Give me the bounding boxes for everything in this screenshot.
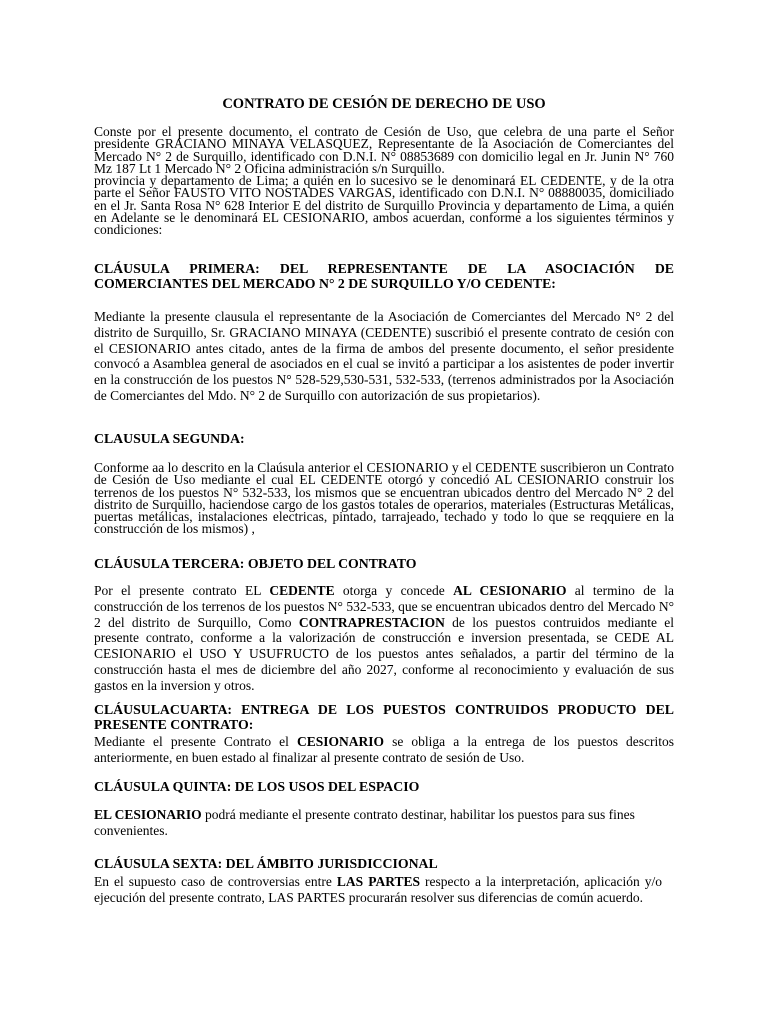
clause-3-body — [94, 583, 674, 694]
clause-3-text: de los puestos contruidos mediante el presente contrato, conforme a la valorización de construcción e inversion presentada, se CEDE AL CESIONARIO el USO Y USUFRUCTO de los puestos antes señalados, a partir del término de la construcción hasta el mes de diciembre del año 2027, conforme al reconocimiento y evaluación de sus gastos en la inversion y otros. — [94, 614, 674, 693]
intro-paragraph-1: Conste por el presente documento, el contrato de Cesión de Uso, que celebra de una parte el Señor presidente GRACIANO MINAYA VELASQUEZ, Representante de la Asociación de Comerciantes del Mercado N° 2 de Surquillo, identificado con D.N.I. N° 08853689 con domicilio legal en Jr. Junin N° 760 Mz 187 Lt 1 Mercado N° 2 Oficina administración s/n Surquillo. — [94, 124, 674, 176]
clause-2-heading: CLAUSULA SEGUNDA: — [94, 431, 245, 446]
clause-6-body — [94, 874, 662, 906]
clause-3-heading: CLÁUSULA TERCERA: OBJETO DEL CONTRATO — [94, 556, 417, 571]
clause-4-heading: CLÁUSULACUARTA: ENTREGA DE LOS PUESTOS CONTRUIDOS PRODUCTO DEL PRESENTE CONTRATO: — [94, 702, 674, 732]
contraprestacion-label: CONTRAPRESTACION — [298, 614, 445, 630]
cesionario-label: CESIONARIO — [297, 734, 385, 749]
document-title: CONTRATO DE CESIÓN DE DERECHO DE USO — [222, 96, 546, 112]
clause-3-text: Por el presente contrato EL — [94, 583, 270, 598]
clause-5-body — [94, 807, 639, 839]
clause-4-body — [94, 734, 674, 766]
clause-4-text: se obliga a la entrega de los puestos descritos anteriormente, en buen estado al finalizar al presente contrato de sesión de Uso. — [94, 734, 675, 765]
cedente-label: CEDENTE — [269, 583, 335, 598]
clause-3-text: otorga y concede — [334, 583, 454, 598]
intro-paragraph-2: provincia y departamento de Lima; a quién en lo sucesivo se le denominará EL CEDENTE, y de la otra parte el Señor FAUSTO VITO NOSTADES VARGAS, identificado con D.N.I. N° 08880035, domiciliado en el Jr. Santa Rosa N° 628 Interior E del distrito de Surquillo Provincia y departamento de Lima, a quién en Adelante se le denominará EL CESIONARIO, ambos acuerdan, conforme a los siguientes términos y condiciones: — [94, 173, 674, 238]
clause-1-heading: CLÁUSULA PRIMERA: DEL REPRESENTANTE DE LA ASOCIACIÓN DE COMERCIANTES DEL MERCADO N° 2 DE SURQUILLO Y/O CEDENTE: — [94, 261, 674, 291]
clause-5-heading: CLÁUSULA QUINTA: DE LOS USOS DEL ESPACIO — [94, 779, 420, 794]
clause-6-heading: CLÁUSULA SEXTA: DEL ÁMBITO JURISDICCIONAL — [94, 856, 438, 871]
cesionario-label: AL CESIONARIO — [453, 583, 567, 598]
clause-5-text: podrá mediante el presente contrato destinar, habilitar los puestos para sus fines convenientes. — [94, 807, 635, 838]
clause-6-text: En el supuesto caso de controversias entre — [94, 874, 337, 889]
clause-6-text: respecto a la interpretación, aplicación y/o ejecución del presente contrato, LAS PARTES procurarán resolver sus diferencias de común acuerdo. — [94, 874, 662, 905]
intro-section — [94, 126, 674, 237]
clause-3-text: al termino de la construcción de los terrenos de los puestos N° 532-533, que se encuentran ubicados dentro del Mercado N° 2 del distrito de Surquillo, Como — [94, 583, 675, 630]
cesionario-label: EL CESIONARIO — [94, 807, 202, 822]
clause-1-body: Mediante la presente clausula el representante de la Asociación de Comerciantes del Mercado N° 2 del distrito de Surquillo, Sr. GRACIANO MINAYA (CEDENTE) suscribió el presente contrato de cesión con el CESIONARIO antes citado, antes de la firma de ambos del presente documento, el señor presidente convocó a Asamblea general de asociados en el cual se invitó a participar a los asistentes de poder invertir en la construcción de los puestos N° 528-529,530-531, 532-533, (terrenos administrados por la Asociación de Comerciantes del Mdo. N° 2 de Surquillo con autorización de sus propietarios). — [94, 309, 674, 403]
clause-2-body: Conforme aa lo descrito en la Claúsula anterior el CESIONARIO y el CEDENTE suscribieron un Contrato de Cesión de Uso mediante el cual EL CEDENTE otorgó y concedió AL CESIONARIO construir los terrenos de los puestos N° 532-533, los mismos que se encuentran ubicados dentro del Mercado N° 2 del distrito de Surquillo, haciendose cargo de los gastos totales de operarios, materiales (Estructuras Metálicas, puertas metálicas, instalaciones electricas, pintado, tarrajeado, techado y todo lo que se reqquiere en la construcción de los mismos) , — [94, 460, 674, 537]
clause-4-text: Mediante el presente Contrato el — [94, 734, 297, 749]
las-partes-label: LAS PARTES — [336, 874, 421, 889]
